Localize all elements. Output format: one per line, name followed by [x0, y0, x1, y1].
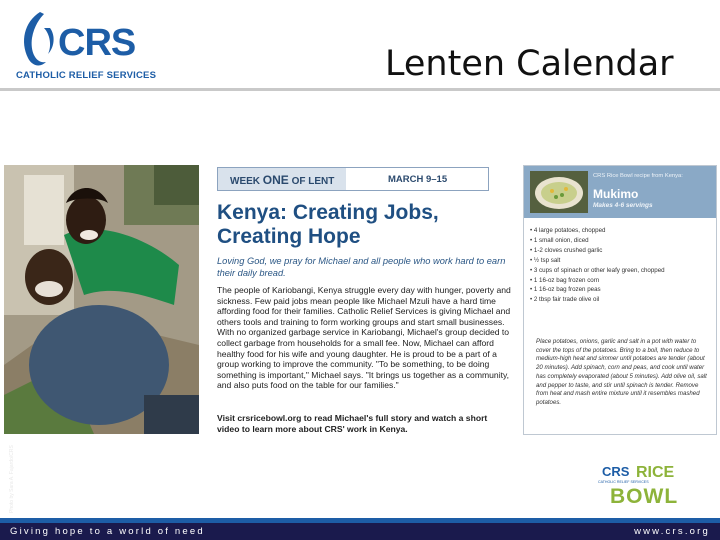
- article-body: The people of Kariobangi, Kenya struggle every day with hunger, poverty and sickness. Few paid jobs mean people like Michael Mzuli have a hard time affording food for their families. Catholic Relief Services is giving Michael and others tools and training to form working groups and start small businesses. With no organized garbage service in Kariobangi, Michael's group decided to collect garbage from households for a small fee. Now, Michael can afford healthy food for his wife and young daughter. He is proud to be a part of a group working to improve the community. "To be something, to be doing something is important," Michael says. "It brings us together as a community, and also puts food on the table for our families.": [217, 285, 511, 391]
- ingredient-item: • 1 small onion, diced: [530, 236, 712, 246]
- rice-bowl-subtitle: CATHOLIC RELIEF SERVICES: [598, 480, 649, 484]
- crs-rice-bowl-logo: [596, 462, 692, 512]
- recipe-instructions: Place potatoes, onions, garlic and salt in a pot with water to cover the tops of the potatoes. Bring to a boil, then reduce to medium-high heat and simmer until potatoes are tender (about 20 minutes). Add spinach, corn and peas, and cook until water has completely evaporated (about 5 minutes). Add olive oil, salt and pepper to taste, and stir until spinach is tender. Remove from heat and mash entire mixture until it resembles mashed potatoes.: [536, 338, 707, 406]
- ingredient-item: • 1-2 cloves crushed garlic: [530, 246, 712, 256]
- article-call-to-action: Visit crsricebowl.org to read Michael's full story and watch a short video to learn more about CRS' work in Kenya.: [217, 413, 488, 434]
- ingredient-item: • 1 16-oz bag frozen corn: [530, 276, 712, 286]
- rice-bowl-crs-text: CRS: [602, 464, 630, 479]
- recipe-source: CRS Rice Bowl recipe from Kenya:: [593, 173, 683, 179]
- crs-logo-text: CRS: [58, 22, 136, 64]
- ingredient-item: • 1 16-oz bag frozen peas: [530, 285, 712, 295]
- recipe-name: Mukimo: [593, 187, 639, 201]
- week-label: WEEK ONE OF LENT: [230, 173, 335, 187]
- recipe-header: [524, 166, 716, 218]
- photo-credit: Photo by Sara A. Fajardo/CRS: [9, 445, 15, 513]
- article-title: Kenya: Creating Jobs, Creating Hope: [217, 201, 439, 248]
- ingredient-item: • 3 cups of spinach or other leafy green, chopped: [530, 266, 712, 276]
- week-date-range: MARCH 9–15: [388, 174, 448, 185]
- ingredient-list: [530, 226, 712, 305]
- crs-logo: [14, 8, 157, 84]
- rice-bowl-bowl-text: BOWL: [610, 485, 679, 508]
- recipe-card: [523, 165, 717, 435]
- week-one-article: [215, 165, 515, 435]
- article-prayer: Loving God, we pray for Michael and all people who work hard to earn their daily bread.: [217, 256, 506, 278]
- title-divider: [0, 88, 720, 91]
- week-header-bar: [217, 167, 489, 191]
- ingredient-item: • 4 large potatoes, chopped: [530, 226, 712, 236]
- footer-bar: [0, 523, 720, 540]
- crs-logo-subtitle: CATHOLIC RELIEF SERVICES: [16, 70, 157, 81]
- father-daughter-illustration: [4, 165, 199, 434]
- ingredient-item: • ½ tsp salt: [530, 256, 712, 266]
- recipe-servings: Makes 4-6 servings: [593, 202, 653, 209]
- ingredient-item: • 2 tbsp fair trade olive oil: [530, 295, 712, 305]
- crs-flame-icon: [14, 8, 60, 70]
- footer-tagline: Giving hope to a world of need: [10, 526, 205, 537]
- dish-illustration: [530, 171, 588, 213]
- slide-title: Lenten Calendar: [385, 44, 674, 84]
- footer-website-link[interactable]: www.crs.org: [634, 526, 710, 537]
- rice-bowl-rice-text: RICE: [636, 464, 675, 481]
- mukimo-dish-image: [530, 171, 588, 213]
- kenya-photo: [4, 165, 199, 513]
